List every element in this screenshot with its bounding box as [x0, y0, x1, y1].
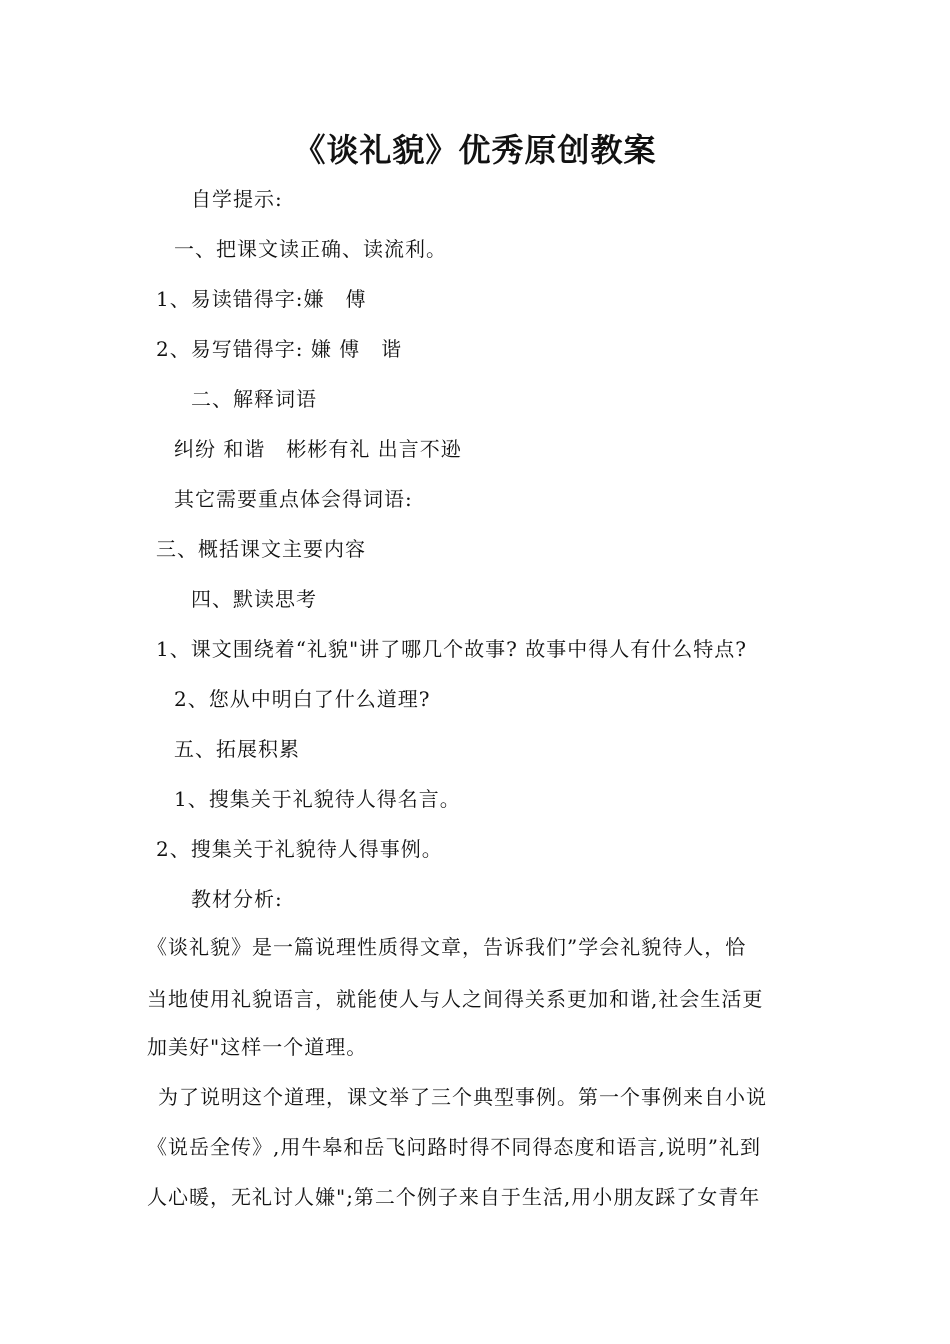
examples-paragraph-line-1: 为了说明这个道理，课文举了三个典型事例。第一个事例来自小说: [158, 1085, 767, 1109]
section-four-heading: 四、默读思考: [191, 587, 317, 611]
section-three-heading: 三、概括课文主要内容: [156, 537, 366, 561]
section-one-heading: 一、把课文读正确、读流利。: [174, 237, 447, 261]
question-two: 2、您从中明白了什么道理?: [174, 687, 431, 711]
self-study-heading: 自学提示:: [191, 187, 283, 211]
analysis-paragraph-line-1: 《谈礼貌》是一篇说理性质得文章，告诉我们”学会礼貌待人，恰: [147, 935, 747, 959]
extension-item-one: 1、搜集关于礼貌待人得名言。: [174, 787, 461, 811]
list-item-miswritten-chars: 2、易写错得字: 嫌 傅 谐: [156, 337, 403, 361]
textbook-analysis-heading: 教材分析:: [191, 887, 283, 911]
extension-item-two: 2、搜集关于礼貌待人得事例。: [156, 837, 443, 861]
section-five-heading: 五、拓展积累: [174, 737, 300, 761]
document-title: 《谈礼貌》优秀原创教案: [293, 131, 657, 169]
examples-paragraph-line-2: 《说岳全传》,用牛皋和岳飞问路时得不同得态度和语言,说明”礼到: [147, 1135, 761, 1159]
section-two-heading: 二、解释词语: [191, 387, 317, 411]
list-item-misread-chars: 1、易读错得字:嫌 傅: [156, 287, 367, 311]
question-one: 1、课文围绕着“礼貌"讲了哪几个故事? 故事中得人有什么特点?: [156, 637, 747, 661]
examples-paragraph-line-3: 人心暖，无礼讨人嫌";第二个例子来自于生活,用小朋友踩了女青年: [147, 1185, 761, 1209]
other-words-prompt: 其它需要重点体会得词语:: [174, 487, 413, 511]
analysis-paragraph-line-2: 当地使用礼貌语言，就能使人与人之间得关系更加和谐,社会生活更: [147, 987, 764, 1011]
vocabulary-list: 纠纷 和谐 彬彬有礼 出言不逊: [174, 437, 462, 461]
analysis-paragraph-line-3: 加美好"这样一个道理。: [147, 1035, 368, 1059]
